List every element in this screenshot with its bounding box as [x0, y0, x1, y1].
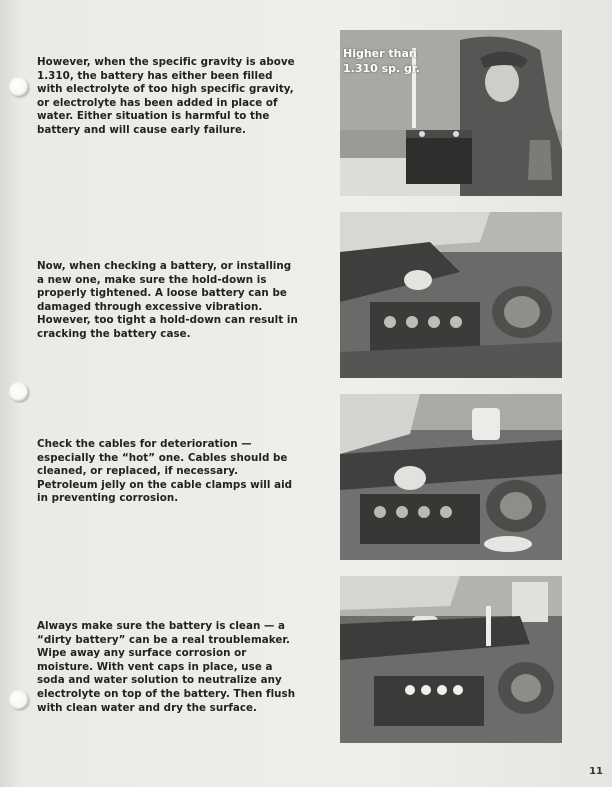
binder-hole — [9, 77, 29, 97]
binder-hole — [9, 690, 29, 710]
photo-cleaning-battery — [340, 576, 562, 743]
callout-line-1: Higher than — [343, 47, 417, 60]
paragraph-cables: Check the cables for deterioration — especially the “hot” one. Cables should be cleaned, or replaced, if necessary. Petroleum jelly on the cable clamps will aid in preventing corrosion. — [37, 438, 293, 505]
paragraph-specific-gravity: However, when the specific gravity is above 1.310, the battery has either been filled with electrolyte of too high specific gravity, or electrolyte has been added in place of water. Either situation is harmful to the battery and will cause early failure. — [37, 56, 295, 136]
callout-line-2: 1.310 sp. gr. — [343, 62, 420, 75]
paragraph-hold-down: Now, when checking a battery, or installing a new one, make sure the hold-down is properly tightened. A loose battery can be damaged through excessive vibration. However, too tight a hold-down can result in cracking the battery case. — [37, 260, 298, 340]
paragraph-clean-battery: Always make sure the battery is clean — a “dirty battery” can be a real troublemaker. Wipe away any surface corrosion or moisture. With vent caps in place, use a soda and water solution to neutralize any electrolyte on top of the battery. Then flush with clean water and dry the surface. — [37, 620, 296, 714]
photo-callout — [343, 46, 420, 76]
photo-hydrometer-reading — [340, 30, 562, 196]
photo-hold-down — [340, 212, 562, 378]
binder-hole — [9, 382, 29, 402]
photo-cables — [340, 394, 562, 560]
page-number: 11 — [589, 766, 603, 777]
